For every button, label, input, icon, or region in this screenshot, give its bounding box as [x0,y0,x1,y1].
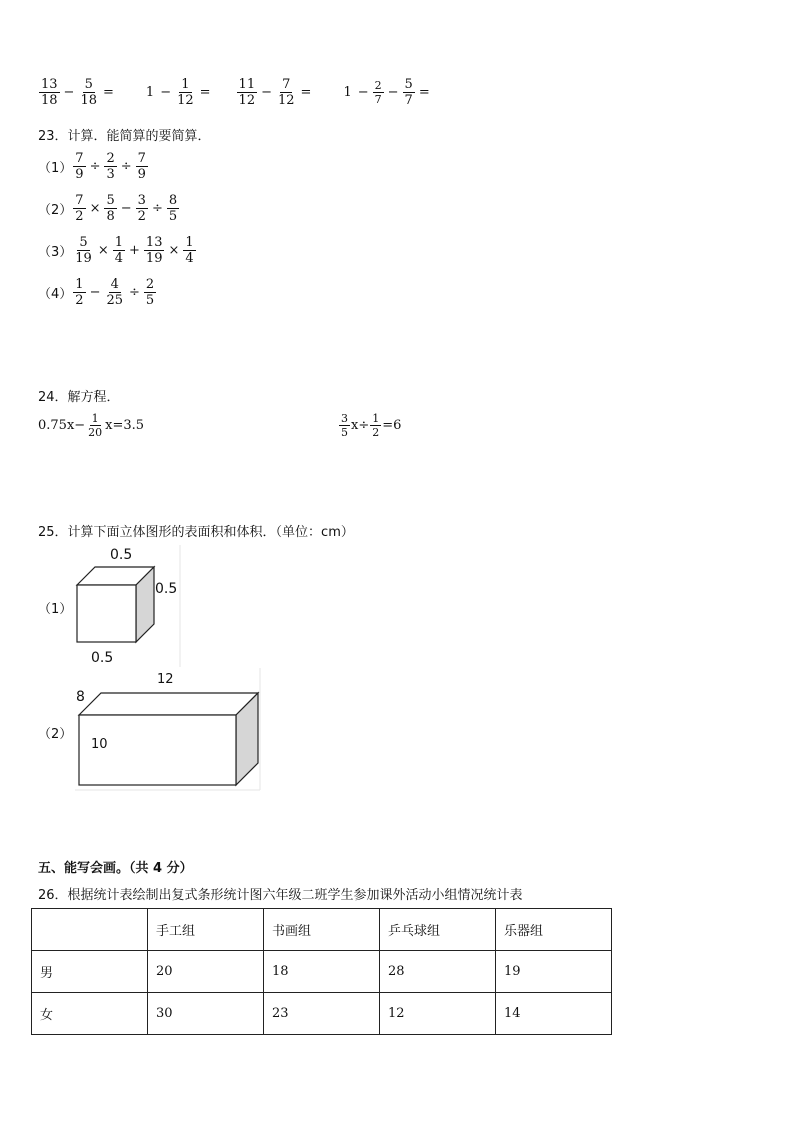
section-five-title: 五、能写会画。（共 4 分） [38,861,193,876]
table-cell: 19 [496,951,612,993]
table-cell: 30 [148,993,264,1035]
table-cell: 23 [264,993,380,1035]
fraction: $\frac{13}{18}$ [41,77,58,108]
cuboid-length-dimension: 12 [157,672,174,687]
cuboid-width-dimension: 8 [76,689,85,705]
table-cell: 女 [32,993,148,1035]
activity-statistics-table [31,908,612,1035]
table-row [32,993,612,1035]
table-cell: 18 [264,951,380,993]
fraction: $\frac{5}{7}$ [404,77,413,108]
table-header-cell: 乐器组 [496,909,612,951]
table-cell: 14 [496,993,612,1035]
fraction: $\frac{5}{18}$ [80,77,97,108]
shape1-label: （1） [38,602,73,617]
cube-right-dimension: 0.5 [155,581,178,597]
fraction: $\frac{7}{12}$ [278,77,295,108]
table-header-cell: 手工组 [148,909,264,951]
q25-title: 25．计算下面立体图形的表面积和体积．（单位：cm） [38,525,354,540]
fraction: $\frac{1}{12}$ [177,77,194,108]
q23-item-1: （1） $\frac{7}{9}$ ÷ $\frac{2}{3}$ ÷ $\frac{7}{9}$ [38,151,146,182]
fraction: $\frac{2}{7}$ [374,79,382,106]
q22-expression-row: $\frac{13}{18}$ − $\frac{5}{18}$ = 1 − $\frac{1}{12}$ = $\frac{11}{12}$ − $\frac{7}{12}$ = 1 − $\frac{2}{7}$ − $\frac{5}{7}$ = [41,77,430,108]
table-cell: 男 [32,951,148,993]
table-header-cell: 书画组 [264,909,380,951]
q26-title: 26．根据统计表绘制出复式条形统计图六年级二班学生参加课外活动小组情况统计表 [38,888,523,903]
table-cell: 28 [380,951,496,993]
q24-equation-1: 0.75x− $\frac{1}{20}$ x=3.5 [38,412,145,439]
q23-title: 23．计算．能简算的要简算． [38,129,211,144]
table-cell: 20 [148,951,264,993]
table-header-row [32,909,612,951]
cuboid-height-dimension: 10 [91,737,108,752]
q23-item-4: （4） $\frac{1}{2}$ − $\frac{4}{25}$ ÷ $\frac{2}{5}$ [38,277,155,308]
fraction: $\frac{11}{12}$ [238,77,256,108]
q23-item-3: （3） $\frac{5}{19}$ × $\frac{1}{4}$ + $\frac{13}{19}$ × $\frac{1}{4}$ [38,235,194,266]
table-header-cell [32,909,148,951]
table-cell: 12 [380,993,496,1035]
table-header-cell: 乒乓球组 [380,909,496,951]
q24-equation-2: $\frac{3}{5}$ x÷ $\frac{1}{2}$ =6 [341,412,402,439]
table-row [32,951,612,993]
q24-title: 24．解方程． [38,390,120,405]
cube-top-dimension: 0.5 [110,547,133,563]
cube-bottom-dimension: 0.5 [91,650,114,666]
shape2-label: （2） [38,727,73,742]
q23-item-2: （2） $\frac{7}{2}$ × $\frac{5}{8}$ − $\frac{3}{2}$ ÷ $\frac{8}{5}$ [38,193,178,224]
cube-figure [70,545,185,670]
